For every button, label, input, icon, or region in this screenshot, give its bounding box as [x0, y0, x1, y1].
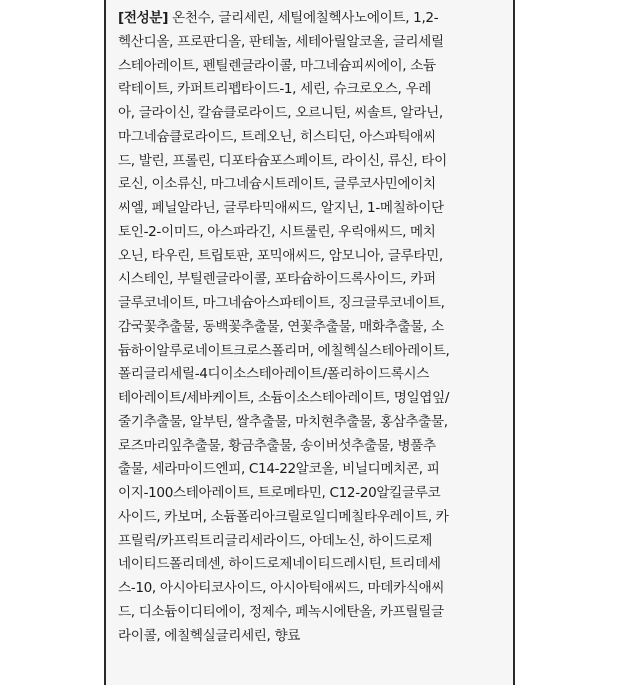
ingredient-line: 테아레이트/세바케이트, 소듐이소스테아레이트, 명일엽잎/	[118, 390, 450, 406]
ingredient-line: 로즈마리잎추출물, 황금추출물, 송이버섯추출물, 병풀추	[118, 437, 436, 454]
ingredient-line: [전성분] 온천수, 글리세린, 세틸에칠헥사노에이트, 1,2-	[118, 10, 439, 26]
ingredient-line: 글루코네이트, 마그네슘아스파테이트, 징크글루코네이트,	[118, 295, 445, 311]
ingredients-label: [전성분]	[118, 10, 169, 26]
ingredient-line: 줄기추출물, 알부틴, 쌀추출물, 마치현추출물, 홍삼추출물,	[118, 413, 448, 430]
ingredient-line: 씨엘, 페닐알라닌, 글루타믹애씨드, 알지닌, 1-메칠하이단	[118, 200, 444, 216]
ingredient-line: 폴리글리세릴-4디이소스테아레이트/폴리하이드록시스	[118, 366, 430, 383]
ingredient-line: 감국꽃추출물, 동백꽃추출물, 연꽃추출물, 매화추출물, 소	[118, 318, 444, 335]
ingredient-line: 사이드, 카보머, 소듐폴리아크릴로일디메칠타우레이트, 카	[118, 508, 449, 525]
ingredient-line: 아, 글라이신, 칼슘클로라이드, 오르니틴, 씨솔트, 알라닌,	[118, 105, 443, 121]
ingredient-panel	[104, 0, 515, 685]
ingredient-line: 네이티드폴리데센, 하이드로제네이티드레시틴, 트리데세	[118, 556, 441, 573]
ingredient-list	[118, 7, 514, 648]
ingredient-line: 로신, 이소류신, 마그네슘시트레이트, 글루코사민에이치	[118, 176, 436, 193]
ingredient-line: 듐하이알루로네이트크로스폴리머, 에칠헥실스테아레이트,	[118, 342, 450, 359]
ingredient-line: 헥산디올, 프로판디올, 판테놀, 세테아릴알코올, 글리세릴	[118, 33, 444, 50]
ingredient-line: 락테이트, 카퍼트리펩타이드-1, 세린, 슈크로오스, 우레	[118, 81, 432, 98]
ingredient-line: 시스테인, 부틸렌글라이콜, 포타슘하이드록사이드, 카퍼	[118, 271, 436, 288]
ingredient-line: 이지-100스테아레이트, 트로메타민, C12-20알킬글루코	[118, 485, 441, 501]
ingredient-line: 출물, 세라마이드엔피, C14-22알코올, 비닐디메치콘, 피	[118, 461, 440, 478]
ingredient-line: 드, 발린, 프롤린, 디포타슘포스페이트, 라이신, 류신, 타이	[118, 152, 447, 169]
ingredient-line: 토인-2-이미드, 아스파라긴, 시트룰린, 우릭애씨드, 메치	[118, 223, 436, 240]
ingredient-line: 라이콜, 에칠헥실글리세린, 향료	[118, 627, 301, 644]
ingredient-line: 스-10, 아시아티코사이드, 아시아틱애씨드, 마데카식애씨	[118, 580, 445, 596]
ingredient-line: 오닌, 타우린, 트립토판, 포믹애씨드, 암모니아, 글루타민,	[118, 247, 443, 264]
ingredient-line: 드, 디소듐이디티에이, 정제수, 페녹시에탄올, 카프릴릴글	[118, 603, 444, 620]
ingredient-line: 마그네슘클로라이드, 트레오닌, 히스티딘, 아스파틱애씨	[118, 128, 436, 145]
ingredient-line: 프릴릭/카프릭트리글리세라이드, 아데노신, 하이드로제	[118, 532, 433, 549]
ingredient-line: 스테아레이트, 펜틸렌글라이콜, 마그네슘피씨에이, 소듐	[118, 57, 436, 74]
